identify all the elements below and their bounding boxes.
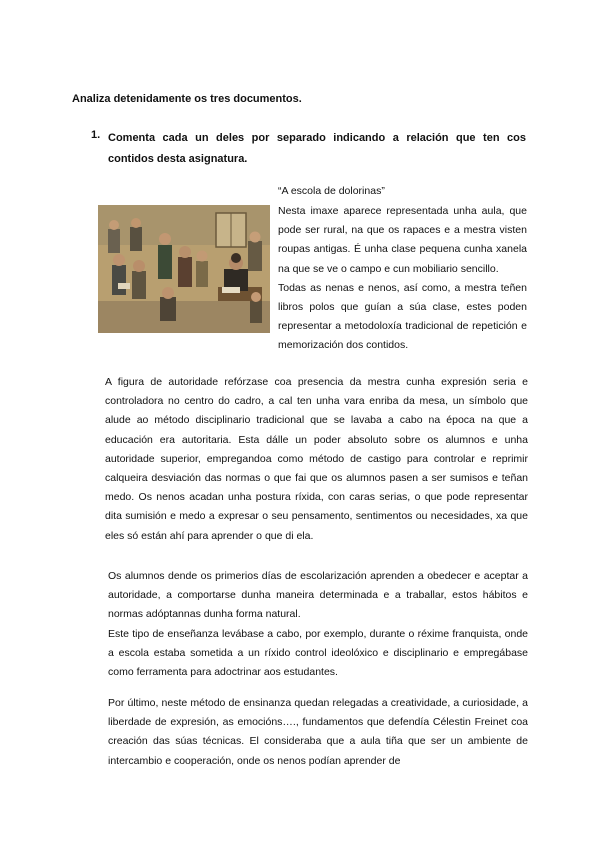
- paragraph-final-block: [108, 694, 528, 771]
- side-paragraph: Nesta imaxe aparece representada unha aula, que pode ser rural, na que os rapaces e a mestra visten roupas antigas. É unha clase pequena cunha xanela na que se ve o campo e cun mobiliario sencillo.: [278, 205, 527, 275]
- question-number: 1.: [91, 129, 101, 141]
- document-heading: Analiza detenidamente os tres documentos.: [72, 93, 302, 105]
- paragraph-obedience-block: [108, 567, 528, 682]
- paragraph-obedience: Os alumnos dende os primerios días de escolarización aprenden a obedecer e aceptar a autoridade, a comportarse dunha maneira determinada e a traballar, estos hábitos e normas adóptannas dunha forma natural.: [108, 570, 528, 621]
- question-text: Comenta cada un deles por separado indicando a relación que ten cos contidos desta asignatura.: [108, 132, 526, 165]
- caption-title: “A escola de dolorinas”: [278, 185, 385, 197]
- paragraph-regime: Este tipo de enseñanza levábase a cabo, por exemplo, durante o réxime franquista, onde a escola estaba sometida a un ríxido control ideolóxico e disciplinario e empregábase como ferramenta para adoctrinar aos estudantes.: [108, 627, 528, 679]
- side-text-block: [278, 202, 527, 356]
- paragraph-final: Por último, neste método de ensinanza quedan relegadas a creatividade, a curiosidade, a liberdade de expresión, as emocións…., fundamentos que defendía Célestin Freinet coa creación das súas técnicas. El consideraba que a aula tiña que ser un ambiente de intercambio e cooperación, onde os nenos podían aprender de: [108, 697, 528, 767]
- side-paragraph: Todas as nenas e nenos, así como, a mestra teñen libros polos que guían a súa clase, estes poden representar a metodoloxía tradicional de repetición e memorización dos contidos.: [278, 281, 527, 352]
- paragraph-authority-block: [105, 373, 528, 546]
- school-painting-image: [98, 205, 270, 333]
- paragraph-authority: A figura de autoridade refórzase coa presencia da mestra cunha expresión seria e controladora no centro do cadro, a cal ten unha vara enriba da mesa, un símbolo que alude ao método disciplinario tradicional que se lavaba a cabo na época na que a educación era autoritaria. Esta dálle un poder absoluto sobre os alumnos e unha autoridade superior, empregandoa como método de castigo para controlar e reprimir calqueira desviación das normas o que fai que os alumnos pasen a ser sumisos e teñan medo. Os nenos acadan unha postura ríxida, con caras serias, o que pode representar dita sumisión e medo a expresar o seu pensamento, sentimentos ou necesidades, xa que eles só están ahí para aprender o que di ela.: [105, 376, 528, 542]
